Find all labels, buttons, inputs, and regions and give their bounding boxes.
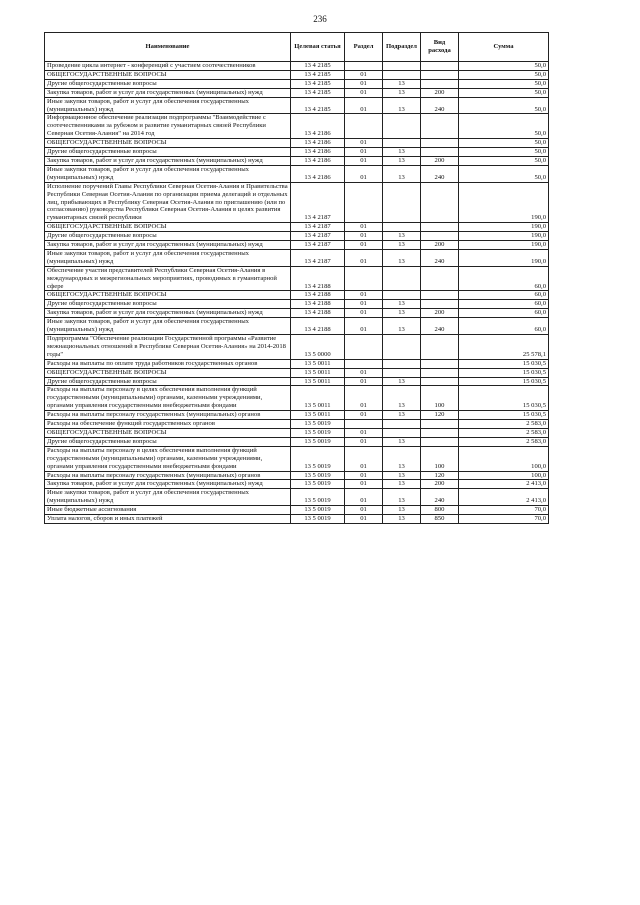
table-row (45, 420, 549, 429)
row-name: Подпрограмма "Обеспечение реализации Государственной программы «Развитие межнациональных отношений в Республике Северная Осетия-Алания» на 2014-2018 годы" (45, 335, 291, 360)
row-amount: 60,0 (459, 309, 549, 318)
row-amount: 15 030,5 (459, 359, 549, 368)
row-subsection: 13 (383, 446, 421, 471)
row-subsection (383, 70, 421, 79)
row-amount: 2 583,0 (459, 420, 549, 429)
row-expense-type: 240 (421, 97, 459, 114)
row-subsection: 13 (383, 156, 421, 165)
row-section: 01 (345, 446, 383, 471)
row-name: Иные закупки товаров, работ и услуг для обеспечения государственных (муниципальных) нужд (45, 489, 291, 506)
row-code: 13 5 0019 (291, 437, 345, 446)
row-name: Обеспечение участия представителей Республики Северная Осетия-Алания в международных и межрегиональных мероприятиях, проводимых в гуманитарной сфере (45, 266, 291, 291)
row-section: 01 (345, 148, 383, 157)
row-amount: 15 030,5 (459, 386, 549, 411)
row-name: ОБЩЕГОСУДАРСТВЕННЫЕ ВОПРОСЫ (45, 223, 291, 232)
row-code: 13 5 0019 (291, 471, 345, 480)
row-expense-type: 100 (421, 386, 459, 411)
table-row (45, 437, 549, 446)
row-expense-type (421, 291, 459, 300)
row-name: Проведение цикла интернет - конференций с участием соотечественников (45, 62, 291, 71)
row-code: 13 5 0011 (291, 377, 345, 386)
row-section: 01 (345, 300, 383, 309)
header-amount: Сумма (459, 33, 549, 62)
row-name: Другие общегосударственные вопросы (45, 437, 291, 446)
row-section: 01 (345, 79, 383, 88)
row-subsection (383, 335, 421, 360)
row-name: Другие общегосударственные вопросы (45, 79, 291, 88)
table-row (45, 241, 549, 250)
row-amount: 100,0 (459, 471, 549, 480)
row-amount: 2 413,0 (459, 489, 549, 506)
row-subsection (383, 420, 421, 429)
table-row (45, 446, 549, 471)
row-name: ОБЩЕГОСУДАРСТВЕННЫЕ ВОПРОСЫ (45, 428, 291, 437)
row-section: 01 (345, 223, 383, 232)
row-name: Другие общегосударственные вопросы (45, 300, 291, 309)
row-section: 01 (345, 249, 383, 266)
row-amount: 190,0 (459, 223, 549, 232)
row-section: 01 (345, 480, 383, 489)
row-expense-type (421, 148, 459, 157)
row-amount: 15 030,5 (459, 377, 549, 386)
table-header (45, 33, 549, 62)
row-amount: 190,0 (459, 182, 549, 223)
row-section: 01 (345, 241, 383, 250)
table-row (45, 489, 549, 506)
row-name: Расходы на выплаты по оплате труда работников государственных органов (45, 359, 291, 368)
row-expense-type: 200 (421, 156, 459, 165)
row-amount: 60,0 (459, 318, 549, 335)
row-section: 01 (345, 506, 383, 515)
table-row (45, 386, 549, 411)
row-code: 13 4 2187 (291, 249, 345, 266)
row-code: 13 4 2185 (291, 88, 345, 97)
row-expense-type: 120 (421, 471, 459, 480)
table-row (45, 70, 549, 79)
row-expense-type (421, 335, 459, 360)
row-amount: 2 583,0 (459, 437, 549, 446)
row-code: 13 4 2187 (291, 223, 345, 232)
row-section: 01 (345, 489, 383, 506)
table-row (45, 62, 549, 71)
table-row (45, 249, 549, 266)
row-name: Иные закупки товаров, работ и услуг для обеспечения государственных (муниципальных) нужд (45, 318, 291, 335)
table-row (45, 515, 549, 524)
row-amount: 190,0 (459, 249, 549, 266)
table-row (45, 148, 549, 157)
row-section (345, 359, 383, 368)
row-section: 01 (345, 377, 383, 386)
row-expense-type (421, 139, 459, 148)
row-subsection: 13 (383, 300, 421, 309)
row-expense-type (421, 368, 459, 377)
row-subsection (383, 428, 421, 437)
row-subsection (383, 266, 421, 291)
row-subsection: 13 (383, 79, 421, 88)
row-amount: 50,0 (459, 114, 549, 139)
row-code: 13 4 2186 (291, 114, 345, 139)
row-amount: 100,0 (459, 446, 549, 471)
row-expense-type: 800 (421, 506, 459, 515)
row-section: 01 (345, 88, 383, 97)
row-subsection: 13 (383, 249, 421, 266)
row-subsection (383, 62, 421, 71)
row-code: 13 4 2187 (291, 232, 345, 241)
header-section: Раздел (345, 33, 383, 62)
row-name: Закупка товаров, работ и услуг для государственных (муниципальных) нужд (45, 309, 291, 318)
table-row (45, 428, 549, 437)
table-row (45, 139, 549, 148)
row-code: 13 4 2186 (291, 139, 345, 148)
table-row (45, 291, 549, 300)
row-name: ОБЩЕГОСУДАРСТВЕННЫЕ ВОПРОСЫ (45, 139, 291, 148)
page-number: 236 (313, 14, 327, 24)
row-code: 13 5 0000 (291, 335, 345, 360)
row-amount: 190,0 (459, 241, 549, 250)
row-amount: 50,0 (459, 165, 549, 182)
row-name: Закупка товаров, работ и услуг для государственных (муниципальных) нужд (45, 88, 291, 97)
row-section: 01 (345, 70, 383, 79)
table-row (45, 156, 549, 165)
row-amount: 2 583,0 (459, 428, 549, 437)
row-expense-type: 240 (421, 489, 459, 506)
row-expense-type (421, 70, 459, 79)
row-expense-type: 240 (421, 318, 459, 335)
row-code: 13 4 2185 (291, 79, 345, 88)
table-row (45, 165, 549, 182)
row-expense-type (421, 79, 459, 88)
row-code: 13 4 2188 (291, 266, 345, 291)
row-name: Иные закупки товаров, работ и услуг для обеспечения государственных (муниципальных) нужд (45, 97, 291, 114)
row-expense-type (421, 377, 459, 386)
row-section: 01 (345, 437, 383, 446)
table-row (45, 480, 549, 489)
row-amount: 50,0 (459, 88, 549, 97)
row-code: 13 4 2185 (291, 62, 345, 71)
row-amount: 60,0 (459, 266, 549, 291)
row-name: Расходы на обеспечение функций государственных органов (45, 420, 291, 429)
row-code: 13 5 0019 (291, 506, 345, 515)
row-section: 01 (345, 309, 383, 318)
row-code: 13 5 0019 (291, 420, 345, 429)
row-section: 01 (345, 428, 383, 437)
row-section (345, 114, 383, 139)
row-name: ОБЩЕГОСУДАРСТВЕННЫЕ ВОПРОСЫ (45, 291, 291, 300)
row-subsection (383, 368, 421, 377)
row-code: 13 5 0011 (291, 359, 345, 368)
table-row (45, 223, 549, 232)
row-section (345, 182, 383, 223)
row-expense-type (421, 223, 459, 232)
row-subsection: 13 (383, 411, 421, 420)
row-subsection: 13 (383, 165, 421, 182)
row-section: 01 (345, 291, 383, 300)
row-amount: 50,0 (459, 79, 549, 88)
row-subsection (383, 139, 421, 148)
row-section: 01 (345, 471, 383, 480)
row-subsection: 13 (383, 88, 421, 97)
row-code: 13 5 0019 (291, 480, 345, 489)
header-name: Наименование (45, 33, 291, 62)
row-name: Другие общегосударственные вопросы (45, 232, 291, 241)
row-expense-type: 200 (421, 241, 459, 250)
row-name: Расходы на выплаты персоналу в целях обеспечения выполнения функций государственными (муниципальными) органами, казенными учреждениями, органами управления государственными внебюджетными фондами (45, 386, 291, 411)
row-subsection (383, 223, 421, 232)
row-subsection (383, 359, 421, 368)
row-section: 01 (345, 411, 383, 420)
row-expense-type: 240 (421, 249, 459, 266)
row-expense-type (421, 62, 459, 71)
row-section: 01 (345, 232, 383, 241)
table-row (45, 318, 549, 335)
row-expense-type (421, 266, 459, 291)
row-subsection: 13 (383, 437, 421, 446)
row-expense-type (421, 182, 459, 223)
table-row (45, 506, 549, 515)
row-expense-type: 850 (421, 515, 459, 524)
table-row (45, 377, 549, 386)
row-name: Другие общегосударственные вопросы (45, 148, 291, 157)
row-name: Расходы на выплаты персоналу государственных (муниципальных) органов (45, 471, 291, 480)
row-section (345, 335, 383, 360)
row-subsection: 13 (383, 489, 421, 506)
row-expense-type: 240 (421, 165, 459, 182)
row-amount: 50,0 (459, 156, 549, 165)
row-section: 01 (345, 156, 383, 165)
row-subsection (383, 291, 421, 300)
row-subsection: 13 (383, 309, 421, 318)
row-subsection: 13 (383, 506, 421, 515)
row-expense-type: 120 (421, 411, 459, 420)
row-amount: 190,0 (459, 232, 549, 241)
table-row (45, 88, 549, 97)
table-row (45, 300, 549, 309)
row-code: 13 4 2187 (291, 182, 345, 223)
row-subsection: 13 (383, 241, 421, 250)
row-section: 01 (345, 368, 383, 377)
table-row (45, 309, 549, 318)
row-code: 13 5 0019 (291, 489, 345, 506)
row-subsection: 13 (383, 318, 421, 335)
row-amount: 60,0 (459, 300, 549, 309)
row-code: 13 4 2186 (291, 165, 345, 182)
row-code: 13 4 2188 (291, 291, 345, 300)
row-expense-type: 200 (421, 480, 459, 489)
row-name: Уплата налогов, сборов и иных платежей (45, 515, 291, 524)
row-section: 01 (345, 386, 383, 411)
row-amount: 50,0 (459, 70, 549, 79)
row-expense-type (421, 114, 459, 139)
row-expense-type: 200 (421, 309, 459, 318)
table-row (45, 471, 549, 480)
row-code: 13 4 2185 (291, 97, 345, 114)
row-expense-type: 200 (421, 88, 459, 97)
row-name: Иные закупки товаров, работ и услуг для обеспечения государственных (муниципальных) нужд (45, 249, 291, 266)
row-section (345, 266, 383, 291)
row-section (345, 420, 383, 429)
row-amount: 50,0 (459, 62, 549, 71)
row-expense-type (421, 300, 459, 309)
row-subsection: 13 (383, 148, 421, 157)
row-section: 01 (345, 97, 383, 114)
row-name: ОБЩЕГОСУДАРСТВЕННЫЕ ВОПРОСЫ (45, 70, 291, 79)
table-row (45, 266, 549, 291)
header-expense-type: Вид расхода (421, 33, 459, 62)
row-name: Иные закупки товаров, работ и услуг для обеспечения государственных (муниципальных) нужд (45, 165, 291, 182)
row-code: 13 5 0019 (291, 446, 345, 471)
row-name: Закупка товаров, работ и услуг для государственных (муниципальных) нужд (45, 480, 291, 489)
row-expense-type (421, 420, 459, 429)
row-name: Расходы на выплаты персоналу государственных (муниципальных) органов (45, 411, 291, 420)
row-subsection: 13 (383, 471, 421, 480)
row-subsection: 13 (383, 515, 421, 524)
budget-table (44, 32, 549, 524)
row-amount: 70,0 (459, 515, 549, 524)
row-code: 13 5 0019 (291, 515, 345, 524)
table-body (45, 62, 549, 524)
row-expense-type (421, 359, 459, 368)
table-row (45, 79, 549, 88)
row-code: 13 4 2186 (291, 156, 345, 165)
row-amount: 70,0 (459, 506, 549, 515)
row-amount: 15 030,5 (459, 368, 549, 377)
row-code: 13 5 0011 (291, 411, 345, 420)
table-row (45, 97, 549, 114)
row-section: 01 (345, 515, 383, 524)
row-section: 01 (345, 139, 383, 148)
row-amount: 50,0 (459, 97, 549, 114)
row-code: 13 4 2185 (291, 70, 345, 79)
row-subsection: 13 (383, 480, 421, 489)
table-row (45, 232, 549, 241)
row-section: 01 (345, 165, 383, 182)
row-expense-type (421, 232, 459, 241)
row-section: 01 (345, 318, 383, 335)
table-row (45, 335, 549, 360)
row-expense-type (421, 437, 459, 446)
row-expense-type: 100 (421, 446, 459, 471)
row-amount: 60,0 (459, 291, 549, 300)
row-subsection: 13 (383, 386, 421, 411)
row-expense-type (421, 428, 459, 437)
row-subsection: 13 (383, 232, 421, 241)
row-amount: 50,0 (459, 139, 549, 148)
header-row (45, 33, 549, 62)
table-row (45, 359, 549, 368)
row-subsection: 13 (383, 377, 421, 386)
row-amount: 50,0 (459, 148, 549, 157)
table-row (45, 368, 549, 377)
row-name: Другие общегосударственные вопросы (45, 377, 291, 386)
header-code: Целевая статья (291, 33, 345, 62)
row-code: 13 5 0011 (291, 368, 345, 377)
table-row (45, 114, 549, 139)
row-code: 13 4 2188 (291, 300, 345, 309)
row-section (345, 62, 383, 71)
row-code: 13 5 0011 (291, 386, 345, 411)
row-code: 13 4 2188 (291, 318, 345, 335)
row-amount: 25 578,1 (459, 335, 549, 360)
row-name: Закупка товаров, работ и услуг для государственных (муниципальных) нужд (45, 241, 291, 250)
row-amount: 2 413,0 (459, 480, 549, 489)
row-code: 13 5 0019 (291, 428, 345, 437)
table-row (45, 182, 549, 223)
row-name: Закупка товаров, работ и услуг для государственных (муниципальных) нужд (45, 156, 291, 165)
row-name: Исполнение поручений Главы Республики Северная Осетия-Алания и Правительства Республики Северная Осетия-Алания по организации приема делегаций и отдельных лиц, прибывающих в Республику Северная Осетия-Алания по приглашению (или по согласованию) руководства Республики Северная Осетия-Алания в целях развития гуманитарных связей республики (45, 182, 291, 223)
row-code: 13 4 2187 (291, 241, 345, 250)
row-name: ОБЩЕГОСУДАРСТВЕННЫЕ ВОПРОСЫ (45, 368, 291, 377)
row-subsection (383, 182, 421, 223)
row-code: 13 4 2186 (291, 148, 345, 157)
table-row (45, 411, 549, 420)
row-subsection (383, 114, 421, 139)
row-name: Иные бюджетные ассигнования (45, 506, 291, 515)
header-subsection: Подраздел (383, 33, 421, 62)
row-name: Информационное обеспечение реализации подпрограммы "Взаимодействие с соотечественниками за рубежом и развитие гуманитарных связей Республики Северная Осетия-Алания" на 2014 год (45, 114, 291, 139)
row-amount: 15 030,5 (459, 411, 549, 420)
row-subsection: 13 (383, 97, 421, 114)
row-name: Расходы на выплаты персоналу в целях обеспечения выполнения функций государственными (муниципальными) органами, казенными учреждениями, органами управления государственными внебюджетными фондами (45, 446, 291, 471)
row-code: 13 4 2188 (291, 309, 345, 318)
